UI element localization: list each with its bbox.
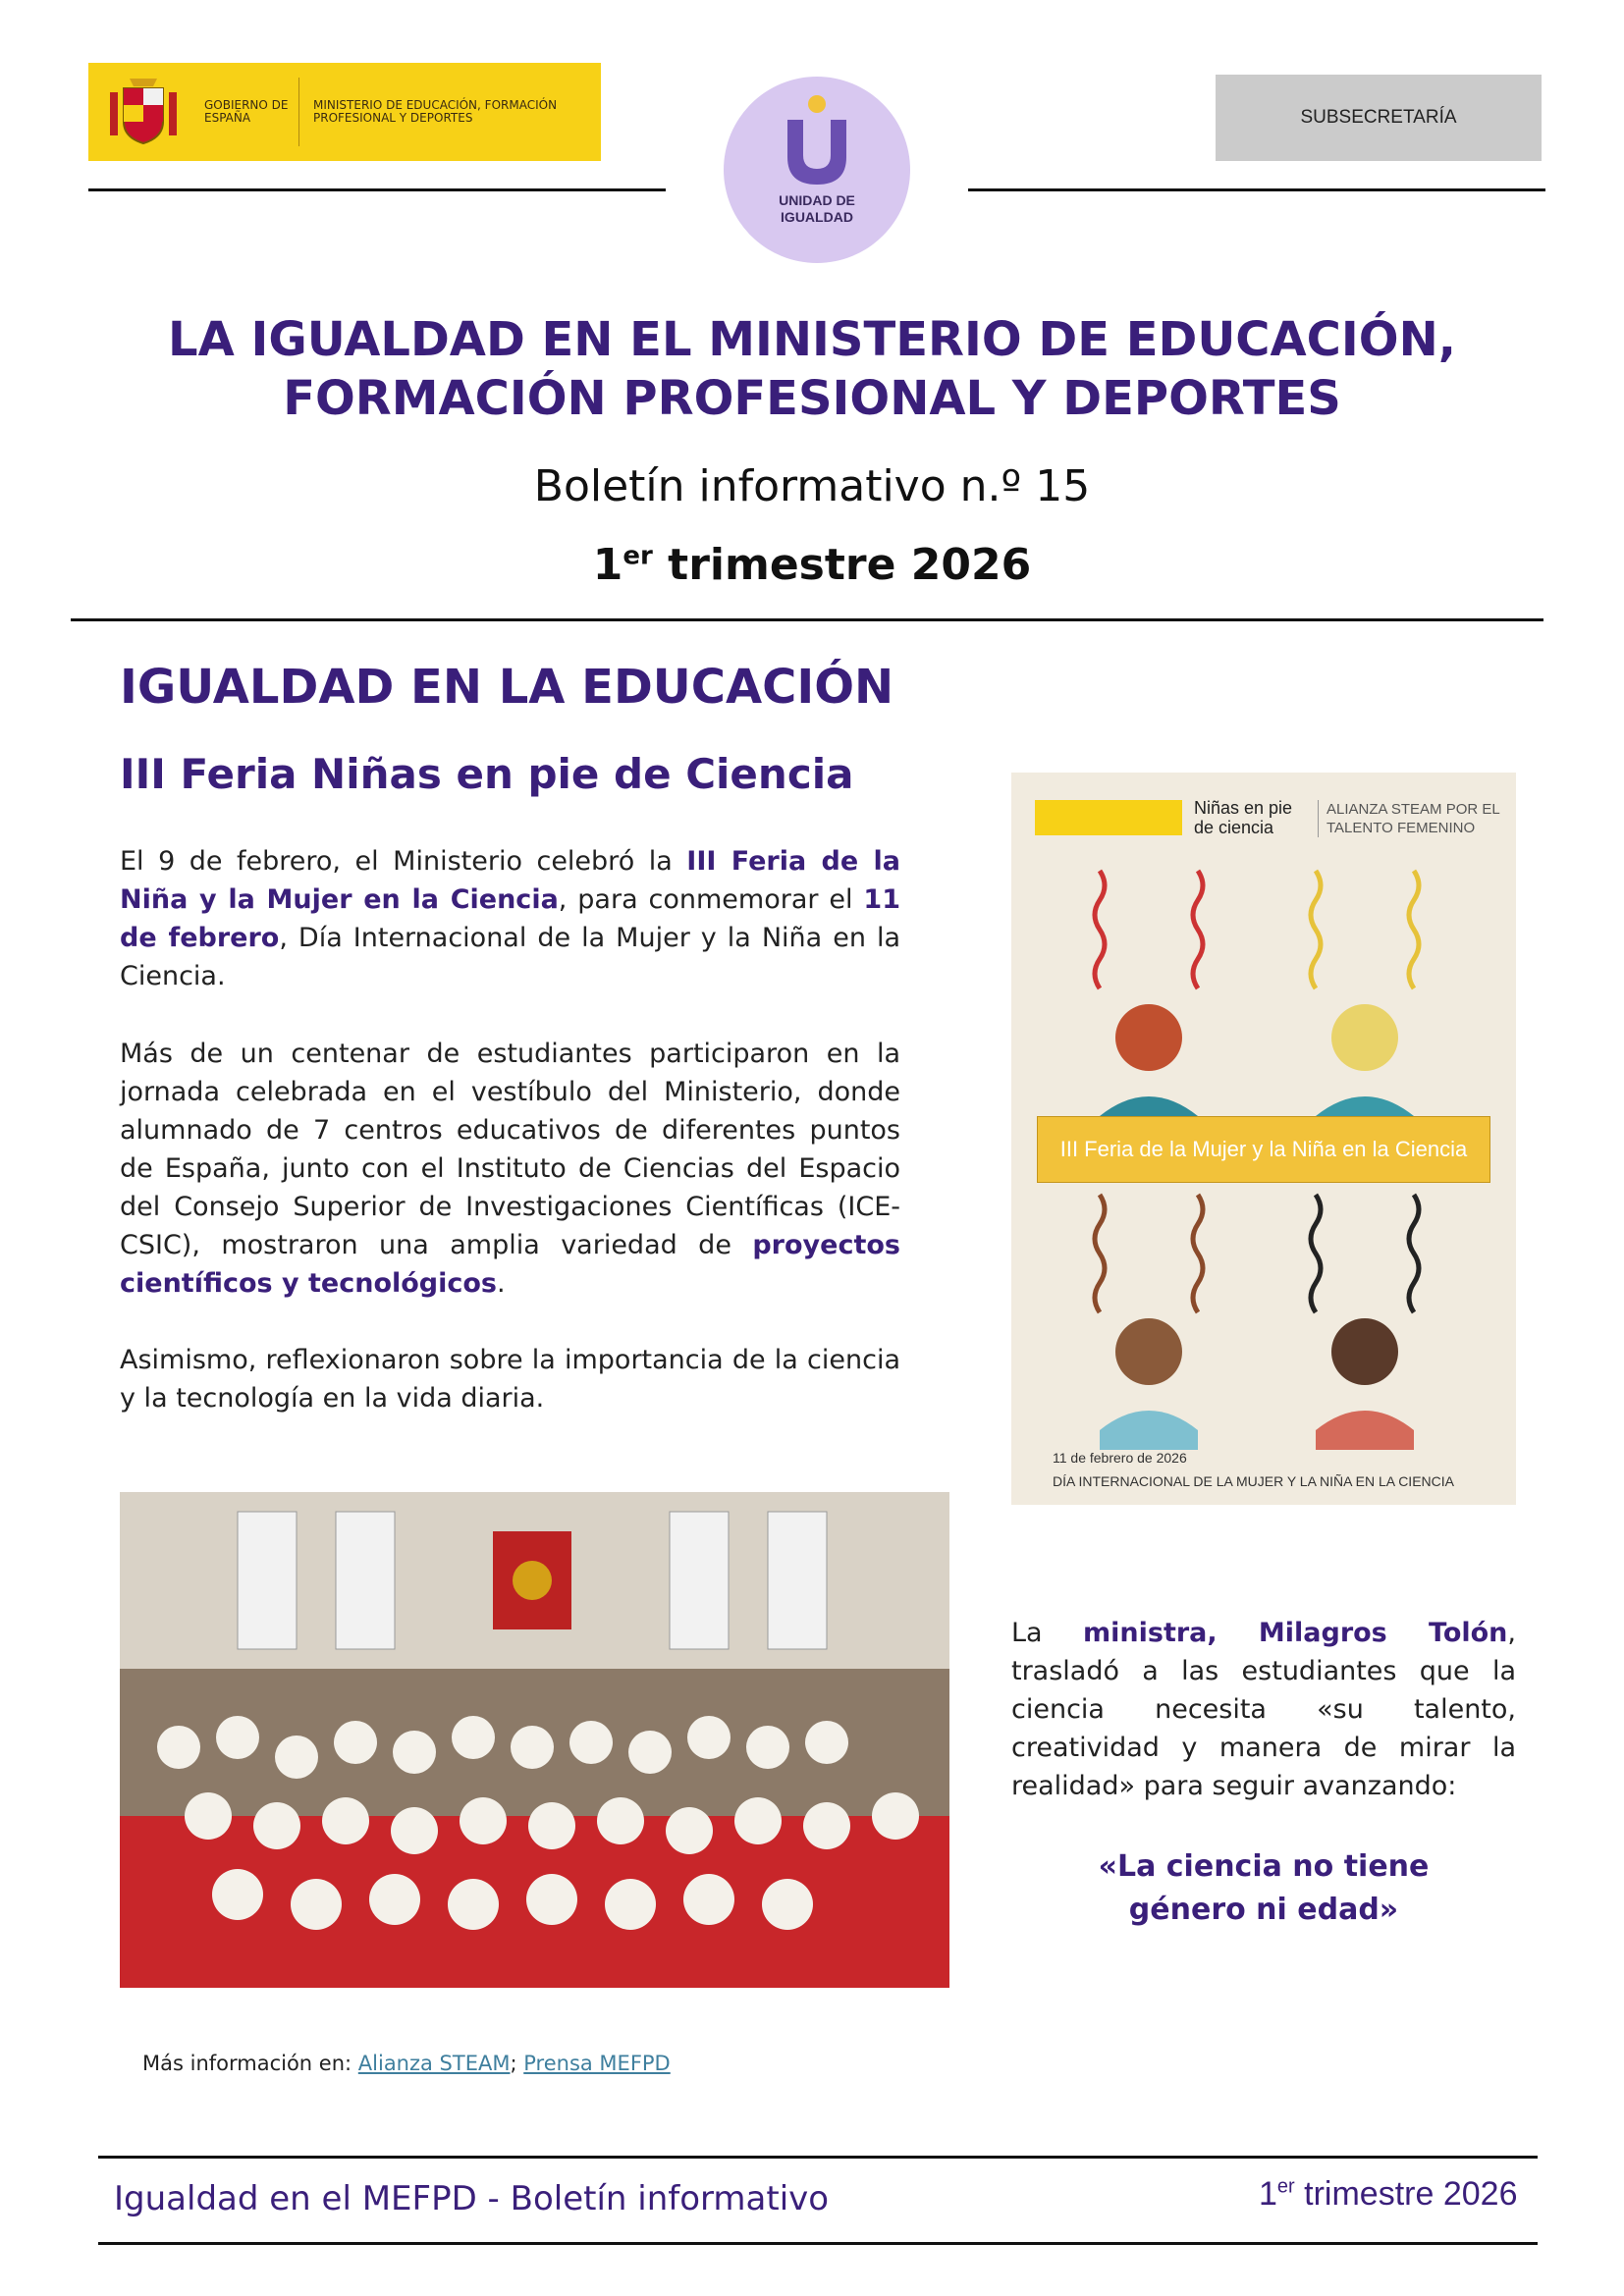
section-title: IGUALDAD EN LA EDUCACIÓN <box>120 660 894 715</box>
footer-quarter <box>1259 2175 1517 2214</box>
poster-gov-logo <box>1035 800 1182 835</box>
alianza-steam-link[interactable]: Alianza STEAM <box>357 2052 511 2075</box>
p2-text-c: . <box>497 1268 506 1299</box>
more-info-sep: ; <box>510 2052 524 2075</box>
footer-quarter-rest: trimestre 2026 <box>1294 2175 1518 2213</box>
more-info-label: Más información en: <box>142 2052 358 2075</box>
igualdad-logo-line1: UNIDAD DE <box>779 192 855 208</box>
paragraph-1 <box>120 842 900 995</box>
igualdad-u-icon <box>778 90 856 188</box>
footer-title: Igualdad en el MEFPD - Boletín informativo <box>114 2179 830 2218</box>
title-line-2: FORMACIÓN PROFESIONAL Y DEPORTES <box>283 371 1341 426</box>
event-poster <box>1011 773 1516 1505</box>
subsecretaria-box: SUBSECRETARÍA <box>1216 75 1542 161</box>
side-text-a: La <box>1011 1618 1084 1648</box>
minister-paragraph <box>1011 1614 1516 1805</box>
quote-line-1: «La ciencia no tiene <box>1098 1849 1430 1884</box>
minister-name: ministra, Milagros Tolón <box>1083 1618 1508 1648</box>
poster-date: 11 de febrero de 2026 <box>1053 1450 1187 1466</box>
p1-highlight-feria: III Feria de la Niña y la Mujer en la Ciencia <box>120 846 900 915</box>
igualdad-logo-line2: IGUALDAD <box>781 209 853 225</box>
paragraph-2 <box>120 1035 900 1303</box>
ministry-text: MINISTERIO DE EDUCACIÓN, FORMACIÓN PROFESIONAL Y DEPORTES <box>313 98 558 125</box>
divider <box>298 78 299 146</box>
article-title: III Feria Niñas en pie de Ciencia <box>120 750 854 798</box>
quarter-sup: er <box>623 541 653 571</box>
footer-rule-bottom <box>98 2242 1538 2245</box>
gov-text: GOBIERNO DE ESPAÑA <box>204 98 289 125</box>
quarter-rest: trimestre 2026 <box>652 540 1032 590</box>
header-rule-right <box>968 188 1545 191</box>
coat-of-arms-icon <box>104 73 183 151</box>
p2-text-a: Más de un centenar de estudiantes participaron en la jornada celebrada en el vestíbulo del Ministerio, donde alumnado de 7 centros educativos de diferentes puntos de España, junto con el Instituto de Ciencias del Espacio del Consejo Superior de Investigaciones Científicas (ICE-CSIC), mostraron una amplia variedad de <box>120 1039 900 1260</box>
header-rule-left <box>88 188 666 191</box>
p1-text-e: , Día Internacional de la Mujer y la Niña en la Ciencia. <box>120 923 900 991</box>
prensa-mefpd-link[interactable]: Prensa MEFPD <box>523 2052 671 2075</box>
footer-rule-top <box>98 2156 1538 2159</box>
title-rule <box>71 618 1543 621</box>
poster-title: Niñas en pie de ciencia <box>1194 798 1293 837</box>
footer-quarter-num: 1 <box>1259 2175 1277 2213</box>
p1-highlight-date: 11 de febrero <box>120 884 900 953</box>
government-logo <box>88 63 601 161</box>
paragraph-3: Asimismo, reflexionaron sobre la importancia de la ciencia y la tecnología en la vida diaria. <box>120 1345 900 1414</box>
quarter-label <box>0 540 1624 590</box>
side-text-c: , trasladó a las estudiantes que la ciencia necesita «su talento, creatividad y manera de mirar la realidad» para seguir avanzando: <box>1011 1618 1516 1801</box>
quarter-num: 1 <box>592 540 623 590</box>
more-info <box>142 2052 671 2075</box>
quote <box>1011 1845 1516 1932</box>
footer-quarter-sup: er <box>1276 2175 1295 2198</box>
poster-banner: III Feria de la Mujer y la Niña en la Ciencia <box>1037 1116 1490 1183</box>
title-line-1: LA IGUALDAD EN EL MINISTERIO DE EDUCACIÓN, <box>168 312 1456 367</box>
quote-line-2: género ni edad» <box>1128 1893 1399 1927</box>
p2-highlight-projects: proyectos científicos y tecnológicos <box>120 1230 900 1299</box>
poster-alliance: ALIANZA STEAM POR EL TALENTO FEMENINO <box>1318 800 1513 837</box>
igualdad-unit-logo <box>724 77 910 263</box>
bulletin-number: Boletín informativo n.º 15 <box>533 461 1091 511</box>
group-photo-image <box>120 1492 949 1988</box>
p1-text-c: , para conmemorar el <box>558 884 864 915</box>
p1-text-a: El 9 de febrero, el Ministerio celebró la <box>120 846 687 877</box>
page-title <box>0 310 1624 428</box>
group-photo <box>120 1492 949 1988</box>
poster-day: DÍA INTERNACIONAL DE LA MUJER Y LA NIÑA EN LA CIENCIA <box>1053 1473 1454 1489</box>
